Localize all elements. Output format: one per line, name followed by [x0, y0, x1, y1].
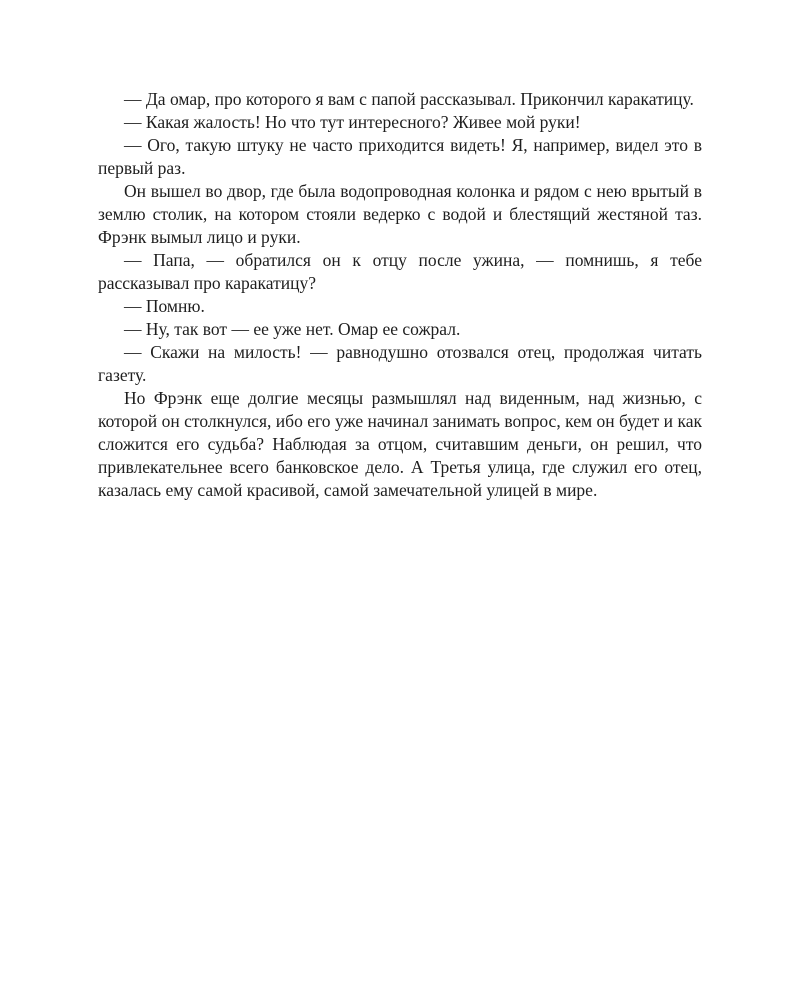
paragraph: Но Фрэнк еще долгие месяцы размышлял над виденным, над жизнью, с которой он столкнулся, ибо его уже начинал занимать вопрос, кем он будет и как сложится его судьба? Наблюдая за отцом, считавшим деньги, он решил, что привлекательнее всего банковское дело. А Третья улица, где служил его отец, казалась ему самой красивой, самой замечательной улицей в мире.: [98, 388, 702, 500]
paragraph: — Помню.: [124, 296, 205, 316]
page-text: [98, 88, 702, 502]
paragraph: — Ого, такую штуку не часто приходится видеть! Я, например, видел это в первый раз.: [98, 135, 702, 178]
paragraph: — Скажи на милость! — равнодушно отозвался отец, продолжая читать газету.: [98, 342, 702, 385]
paragraph: — Какая жалость! Но что тут интересного? Живее мой руки!: [124, 112, 581, 132]
paragraph: — Да омар, про которого я вам с папой рассказывал. Прикончил каракатицу.: [124, 89, 694, 109]
paragraph: — Папа, — обратился он к отцу после ужина, — помнишь, я тебе рассказывал про каракатицу?: [98, 250, 702, 293]
paragraph: Он вышел во двор, где была водопроводная колонка и рядом с нею врытый в землю столик, на котором стояли ведерко с водой и блестящий жестяной таз. Фрэнк вымыл лицо и руки.: [98, 181, 702, 247]
paragraph: — Ну, так вот — ее уже нет. Омар ее сожрал.: [124, 319, 461, 339]
